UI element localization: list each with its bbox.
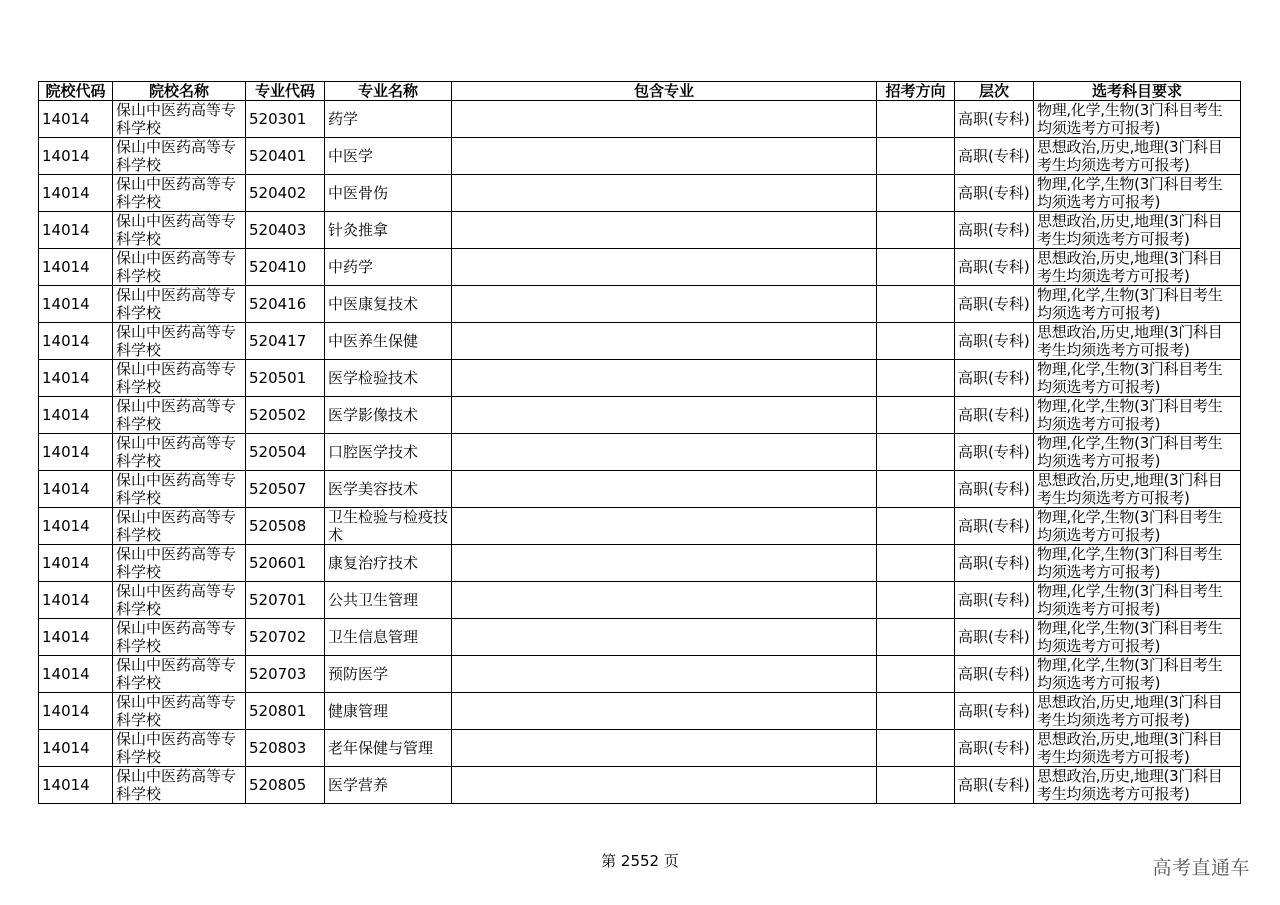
cell-direction <box>877 434 955 471</box>
cell-included-majors <box>452 693 877 730</box>
cell-school-name: 保山中医药高等专科学校 <box>113 545 246 582</box>
cell-subject-requirement: 物理,化学,生物(3门科目考生均须选考方可报考) <box>1034 656 1241 693</box>
cell-school-name: 保山中医药高等专科学校 <box>113 249 246 286</box>
cell-school-name: 保山中医药高等专科学校 <box>113 286 246 323</box>
header-subject-requirement: 选考科目要求 <box>1034 82 1241 101</box>
cell-level: 高职(专科) <box>955 323 1034 360</box>
cell-level: 高职(专科) <box>955 545 1034 582</box>
cell-subject-requirement: 思想政治,历史,地理(3门科目考生均须选考方可报考) <box>1034 730 1241 767</box>
cell-school-code: 14014 <box>39 323 113 360</box>
cell-school-code: 14014 <box>39 545 113 582</box>
cell-major-name: 中医骨伤 <box>325 175 452 212</box>
cell-level: 高职(专科) <box>955 434 1034 471</box>
header-major-code: 专业代码 <box>246 82 325 101</box>
cell-major-code: 520507 <box>246 471 325 508</box>
cell-level: 高职(专科) <box>955 508 1034 545</box>
cell-level: 高职(专科) <box>955 175 1034 212</box>
cell-level: 高职(专科) <box>955 656 1034 693</box>
cell-school-code: 14014 <box>39 471 113 508</box>
table-row <box>39 138 1241 175</box>
cell-major-code: 520701 <box>246 582 325 619</box>
cell-subject-requirement: 思想政治,历史,地理(3门科目考生均须选考方可报考) <box>1034 138 1241 175</box>
cell-subject-requirement: 物理,化学,生物(3门科目考生均须选考方可报考) <box>1034 101 1241 138</box>
cell-major-name: 中医康复技术 <box>325 286 452 323</box>
watermark: 高考直通车 <box>1152 857 1250 879</box>
cell-included-majors <box>452 360 877 397</box>
cell-major-code: 520508 <box>246 508 325 545</box>
cell-school-name: 保山中医药高等专科学校 <box>113 471 246 508</box>
cell-school-name: 保山中医药高等专科学校 <box>113 397 246 434</box>
cell-direction <box>877 508 955 545</box>
cell-direction <box>877 360 955 397</box>
cell-level: 高职(专科) <box>955 212 1034 249</box>
cell-school-name: 保山中医药高等专科学校 <box>113 360 246 397</box>
table-row <box>39 286 1241 323</box>
cell-subject-requirement: 物理,化学,生物(3门科目考生均须选考方可报考) <box>1034 286 1241 323</box>
cell-major-name: 卫生检验与检疫技术 <box>325 508 452 545</box>
header-direction: 招考方向 <box>877 82 955 101</box>
cell-school-name: 保山中医药高等专科学校 <box>113 138 246 175</box>
cell-subject-requirement: 物理,化学,生物(3门科目考生均须选考方可报考) <box>1034 175 1241 212</box>
table-row <box>39 619 1241 656</box>
cell-school-name: 保山中医药高等专科学校 <box>113 508 246 545</box>
cell-major-name: 老年保健与管理 <box>325 730 452 767</box>
cell-school-name: 保山中医药高等专科学校 <box>113 730 246 767</box>
cell-subject-requirement: 思想政治,历史,地理(3门科目考生均须选考方可报考) <box>1034 693 1241 730</box>
cell-major-name: 医学检验技术 <box>325 360 452 397</box>
table-row <box>39 508 1241 545</box>
cell-direction <box>877 101 955 138</box>
cell-major-name: 医学营养 <box>325 767 452 804</box>
cell-included-majors <box>452 619 877 656</box>
cell-major-code: 520403 <box>246 212 325 249</box>
cell-direction <box>877 212 955 249</box>
cell-school-code: 14014 <box>39 693 113 730</box>
cell-major-name: 公共卫生管理 <box>325 582 452 619</box>
cell-school-code: 14014 <box>39 360 113 397</box>
cell-major-name: 口腔医学技术 <box>325 434 452 471</box>
cell-included-majors <box>452 582 877 619</box>
cell-school-code: 14014 <box>39 138 113 175</box>
cell-school-code: 14014 <box>39 508 113 545</box>
cell-direction <box>877 582 955 619</box>
table-row <box>39 767 1241 804</box>
table-row <box>39 249 1241 286</box>
table-row <box>39 730 1241 767</box>
cell-included-majors <box>452 397 877 434</box>
cell-level: 高职(专科) <box>955 582 1034 619</box>
table-body <box>39 101 1241 804</box>
cell-school-code: 14014 <box>39 582 113 619</box>
cell-major-name: 医学影像技术 <box>325 397 452 434</box>
table-row <box>39 656 1241 693</box>
page-number: 第 2552 页 <box>601 852 679 870</box>
cell-school-name: 保山中医药高等专科学校 <box>113 175 246 212</box>
cell-subject-requirement: 物理,化学,生物(3门科目考生均须选考方可报考) <box>1034 545 1241 582</box>
table-row <box>39 323 1241 360</box>
cell-major-code: 520601 <box>246 545 325 582</box>
table-row <box>39 582 1241 619</box>
cell-subject-requirement: 物理,化学,生物(3门科目考生均须选考方可报考) <box>1034 434 1241 471</box>
cell-major-code: 520803 <box>246 730 325 767</box>
cell-direction <box>877 175 955 212</box>
cell-school-name: 保山中医药高等专科学校 <box>113 434 246 471</box>
cell-direction <box>877 397 955 434</box>
cell-included-majors <box>452 101 877 138</box>
cell-included-majors <box>452 508 877 545</box>
cell-school-code: 14014 <box>39 175 113 212</box>
cell-major-name: 中医养生保健 <box>325 323 452 360</box>
cell-school-code: 14014 <box>39 101 113 138</box>
cell-school-code: 14014 <box>39 619 113 656</box>
header-school-code: 院校代码 <box>39 82 113 101</box>
header-major-name: 专业名称 <box>325 82 452 101</box>
cell-major-name: 康复治疗技术 <box>325 545 452 582</box>
cell-school-code: 14014 <box>39 656 113 693</box>
cell-school-code: 14014 <box>39 286 113 323</box>
cell-school-name: 保山中医药高等专科学校 <box>113 619 246 656</box>
header-school-name: 院校名称 <box>113 82 246 101</box>
table-row <box>39 212 1241 249</box>
table-row <box>39 545 1241 582</box>
cell-school-code: 14014 <box>39 397 113 434</box>
cell-school-name: 保山中医药高等专科学校 <box>113 101 246 138</box>
admissions-table <box>38 81 1241 804</box>
table-row <box>39 434 1241 471</box>
cell-level: 高职(专科) <box>955 471 1034 508</box>
cell-level: 高职(专科) <box>955 693 1034 730</box>
cell-included-majors <box>452 138 877 175</box>
cell-level: 高职(专科) <box>955 101 1034 138</box>
header-included-majors: 包含专业 <box>452 82 877 101</box>
cell-school-name: 保山中医药高等专科学校 <box>113 582 246 619</box>
cell-major-code: 520301 <box>246 101 325 138</box>
cell-level: 高职(专科) <box>955 138 1034 175</box>
cell-included-majors <box>452 212 877 249</box>
cell-major-code: 520502 <box>246 397 325 434</box>
cell-subject-requirement: 物理,化学,生物(3门科目考生均须选考方可报考) <box>1034 619 1241 656</box>
cell-school-name: 保山中医药高等专科学校 <box>113 693 246 730</box>
cell-direction <box>877 286 955 323</box>
cell-subject-requirement: 物理,化学,生物(3门科目考生均须选考方可报考) <box>1034 582 1241 619</box>
cell-included-majors <box>452 175 877 212</box>
cell-major-code: 520703 <box>246 656 325 693</box>
cell-subject-requirement: 物理,化学,生物(3门科目考生均须选考方可报考) <box>1034 397 1241 434</box>
cell-direction <box>877 693 955 730</box>
cell-subject-requirement: 思想政治,历史,地理(3门科目考生均须选考方可报考) <box>1034 212 1241 249</box>
cell-major-code: 520417 <box>246 323 325 360</box>
cell-level: 高职(专科) <box>955 360 1034 397</box>
cell-direction <box>877 323 955 360</box>
cell-major-name: 中医学 <box>325 138 452 175</box>
cell-major-name: 预防医学 <box>325 656 452 693</box>
cell-major-name: 中药学 <box>325 249 452 286</box>
cell-school-name: 保山中医药高等专科学校 <box>113 767 246 804</box>
cell-major-code: 520504 <box>246 434 325 471</box>
cell-included-majors <box>452 767 877 804</box>
cell-school-name: 保山中医药高等专科学校 <box>113 656 246 693</box>
table-row <box>39 471 1241 508</box>
cell-direction <box>877 471 955 508</box>
cell-major-code: 520410 <box>246 249 325 286</box>
cell-level: 高职(专科) <box>955 249 1034 286</box>
cell-school-name: 保山中医药高等专科学校 <box>113 323 246 360</box>
cell-major-code: 520801 <box>246 693 325 730</box>
cell-level: 高职(专科) <box>955 767 1034 804</box>
cell-direction <box>877 619 955 656</box>
cell-major-name: 卫生信息管理 <box>325 619 452 656</box>
cell-included-majors <box>452 545 877 582</box>
cell-direction <box>877 545 955 582</box>
table-row <box>39 175 1241 212</box>
table-row <box>39 693 1241 730</box>
cell-school-code: 14014 <box>39 212 113 249</box>
cell-included-majors <box>452 730 877 767</box>
cell-school-code: 14014 <box>39 730 113 767</box>
table-header-row <box>39 82 1241 101</box>
cell-level: 高职(专科) <box>955 730 1034 767</box>
table-row <box>39 397 1241 434</box>
cell-school-code: 14014 <box>39 434 113 471</box>
cell-subject-requirement: 物理,化学,生物(3门科目考生均须选考方可报考) <box>1034 508 1241 545</box>
cell-subject-requirement: 思想政治,历史,地理(3门科目考生均须选考方可报考) <box>1034 323 1241 360</box>
cell-direction <box>877 138 955 175</box>
cell-level: 高职(专科) <box>955 286 1034 323</box>
table-row <box>39 360 1241 397</box>
cell-level: 高职(专科) <box>955 397 1034 434</box>
table-row <box>39 101 1241 138</box>
cell-included-majors <box>452 249 877 286</box>
cell-subject-requirement: 思想政治,历史,地理(3门科目考生均须选考方可报考) <box>1034 471 1241 508</box>
cell-major-name: 健康管理 <box>325 693 452 730</box>
cell-subject-requirement: 物理,化学,生物(3门科目考生均须选考方可报考) <box>1034 360 1241 397</box>
cell-subject-requirement: 思想政治,历史,地理(3门科目考生均须选考方可报考) <box>1034 767 1241 804</box>
cell-included-majors <box>452 323 877 360</box>
cell-direction <box>877 767 955 804</box>
cell-included-majors <box>452 471 877 508</box>
cell-major-code: 520402 <box>246 175 325 212</box>
cell-subject-requirement: 思想政治,历史,地理(3门科目考生均须选考方可报考) <box>1034 249 1241 286</box>
cell-direction <box>877 656 955 693</box>
cell-major-code: 520401 <box>246 138 325 175</box>
cell-school-code: 14014 <box>39 249 113 286</box>
cell-level: 高职(专科) <box>955 619 1034 656</box>
cell-school-code: 14014 <box>39 767 113 804</box>
cell-major-name: 医学美容技术 <box>325 471 452 508</box>
cell-major-code: 520501 <box>246 360 325 397</box>
cell-major-code: 520702 <box>246 619 325 656</box>
cell-major-code: 520416 <box>246 286 325 323</box>
cell-major-name: 针灸推拿 <box>325 212 452 249</box>
cell-direction <box>877 249 955 286</box>
cell-included-majors <box>452 434 877 471</box>
cell-major-code: 520805 <box>246 767 325 804</box>
header-level: 层次 <box>955 82 1034 101</box>
cell-included-majors <box>452 656 877 693</box>
cell-school-name: 保山中医药高等专科学校 <box>113 212 246 249</box>
cell-direction <box>877 730 955 767</box>
cell-included-majors <box>452 286 877 323</box>
cell-major-name: 药学 <box>325 101 452 138</box>
